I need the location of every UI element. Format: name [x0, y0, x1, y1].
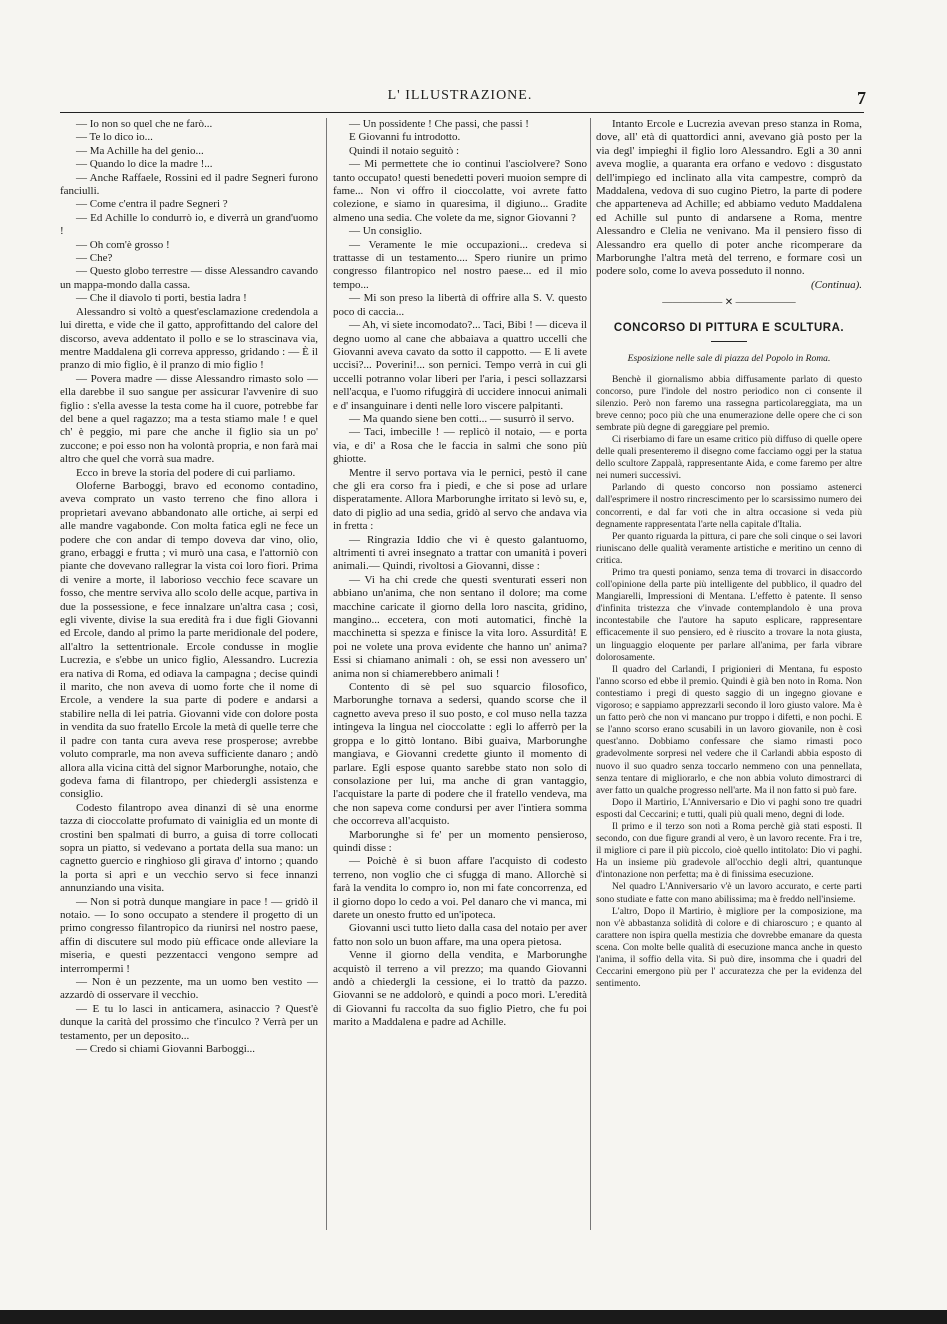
- header-rule: [60, 112, 864, 113]
- story-conclusion: [596, 118, 862, 279]
- paragraph: — E tu lo lasci in anticamera, asinaccio ? Quest'è dunque la carità del prossimo che t'inculco ? Verrà per un testamento, per un deposito...: [60, 1002, 318, 1042]
- continua-note: (Continua).: [810, 278, 862, 291]
- paragraph: — Io non so quel che ne farò...: [76, 118, 213, 130]
- paragraph: Oloferne Barboggi, bravo ed economo contadino, aveva comprato un vasto terreno che fino allora i proprietari avevano abbandonato alle ortiche, ai serpi ed alle mandre vagabonde. Con molta fatica egli ne fece un podere che con andar di tempo doveva dar vino, olio, grano, erbaggi e frutta ; vi murò una casa, e l'attorniò con piante che dovevano rallegrar la vista coi loro fiori. Prima di venire a morte, il laborioso vecchio fece scavare un fosso, che mentre serviva allo scolo delle acque, partiva in due la possessione, e fece innalzare un'altra casa ; così, egli vivente, divise la sua eredità fra i due figli Giovanni ed Ercole, dando al primo la parte meridionale del podere, all'altro la settentrionale. Ercole condusse in moglie Lucrezia, e s'ebbe un unico figlio, Alessandro. Lucrezia era nativa di Roma, ed odiava la campagna ; decise quindi il marito, che non aveva di uomo forte che il nome di Ercole, a vendere la sua parte di podere e andarsi a stabilire nella di lei patria. Giovanni vide con dolore posta in vendita da suo fratello Ercole la metà di quelle terre che il padre con tanta cura aveva rese prosperose; avrebbe voluto comprarle, ma non aveva sufficiente danaro ; andò allora alla vicina città del signor Marborunghe, notaio, che godeva fama di filantropo, per chiedergli assistenza e consiglio.: [60, 479, 318, 801]
- paragraph: Intanto Ercole e Lucrezia avevan preso stanza in Roma, dove, all' età di quattordici anni, avevano già posto per la via degl' impieghi il figlio loro Alessandro. Egli a 30 anni aveva moglie, a quaranta era orfano e vedovo : disgustato dell'impiego ed inclinato alla vita campestre, comprò da Maddalena, vedova di suo cugino Pietro, la parte di podere che apparteneva ad Achille; ed abbiamo veduto Maddalena ed Achille sul punto di andarsene a Roma, mentre Alessandro e Clelia ne venivano. Ma il pensiero fisso di Alessandro era quello di poter anche ricomperare da Marborunghe l'altra metà del terreno, e formare così un podere solo, come lo aveva posseduto il nonno.: [596, 118, 862, 278]
- article-paragraph: Dopo il Martirio, L'Anniversario e Dio vi paghi sono tre quadri esposti dal Ceccarini; e tutti, quali più quali meno, degni di lode.: [596, 796, 862, 820]
- paragraph: Ecco in breve la storia del podere di cui parliamo.: [76, 466, 296, 479]
- page-bottom-edge: [0, 1310, 947, 1324]
- article-paragraph: Il primo e il terzo son notì a Roma perchè già stati esposti. Il secondo, con due figure grandi al vero, è un lavoro recente. Fra i tre, il migliore ci pare il più piccolo, cioè quello intitolato: Dio vi paghi. Ha un insieme più gradevole all'occhio degli altri, quantunque d'intonazione non perfetta; ma è di finissima esecuzione.: [596, 820, 862, 881]
- paragraph: — Taci, imbecille ! — replicò il notaio, — e porta via, e di' a Rosa che le faccia in salmì che sono più ghiotte.: [333, 426, 587, 466]
- paragraph: Quindi il notaio seguitò :: [349, 144, 459, 157]
- paragraph: — Anche Raffaele, Rossini ed il padre Segneri furono fanciulli.: [60, 171, 318, 198]
- article-paragraph: L'altro, Dopo il Martirio, è migliore per la composizione, ma non v'è abbastanza solidità di colore e di chiaroscuro ; e quanto al carattere non ispira quella mestizia che dovrebbe emanare da questa scena. Con molte belle qualità di esecuzione manca anche in questo l'anima, il soffio della vita. Si può dire, insomma che i quadri del Ceccarini emergono più per l' accuratezza che per la evidenza del sentimento.: [596, 905, 862, 990]
- paragraph: — Un possidente ! Che passi, che passi !: [349, 118, 529, 130]
- article-paragraph: Primo tra questi poniamo, senza tema di trovarci in disaccordo coll'opinione della parte più intelligente del pubblico, il quadro del Mangiarelli, Impressioni di Mentana. L'effetto è patente. Il senso d'infinita tristezza che v'invade contemplandolo è una prova incontestabile che l'autore ha saputo esplicare, rappresentare efficacemente il suo pensiero, ed è riuscito a trovare la nota giusta, un linguaggio eloquente per parlare all'anima, per farla vibrare dolorosamente.: [596, 567, 862, 663]
- paragraph: Codesto filantropo avea dinanzi di sè una enorme tazza di cioccolatte profumato di vainiglia ed un monte di crostini ben spalmati di burro, a guisa di torre collocati sopra un piatto, si vedevano a portata della sua mano: un cagnetto guercio e ringhioso gli girava d' intorno ; quando la porta si aprì e un vecchio servo si fece innanzi annunziando una visita.: [60, 801, 318, 895]
- paragraph: — Questo globo terrestre — disse Alessandro cavando un mappa-mondo dalla cassa.: [60, 265, 318, 291]
- article-subtitle: Esposizione nelle sale di piazza del Popolo in Roma.: [627, 353, 831, 365]
- paragraph: Contento di sè pel suo squarcio filosofico, Marborunghe tornava a sedersi, quando scorse che il cagnetto aveva preso il suo posto, e col muso nella tazza intingeva la lingua nel cioccolatte : egli lo afferrò per la groppa e lo gittò lontano. Bibi guaiva, Marborunghe mangiava, e Giovanni credette giunto il momento di parlare. Egli espose quanto sarebbe stato non solo di consolazione per lui, ma anche di gran vantaggio, l'acquistare la parte di podere che il fratello vendeva, ma che non sapeva come condursi per aver l'intiera somma che occorreva all'acquisto.: [333, 681, 587, 828]
- paragraph: Mentre il servo portava via le pernici, pestò il cane che gli era corso fra i piedi, e che si pose ad urlare disperatamente. Allora Marborunghe irritato si levò su, e, dato di piglio ad una sedia, gridò al servo che andava via in fretta :: [333, 466, 587, 533]
- paragraph: — Credo si chiami Giovanni Barboggi...: [76, 1043, 256, 1056]
- paragraph: — Ed Achille lo condurrò io, e diverrà un grand'uomo !: [60, 211, 318, 238]
- column-divider: [326, 118, 327, 1230]
- article-paragraph: Parlando di questo concorso non possiamo astenerci dall'esprimere il nostro rincrescimento per lo scarsissimo numero dei concorrenti, e dal far voti che in altra occasione si veda più degnamente rappresentata l'arte nella capitale d'Italia.: [596, 482, 862, 530]
- paragraph: — Non si potrà dunque mangiare in pace ! — gridò il notaio. — Io sono occupato a stendere il progetto di un primo congresso filantropico da riunirsi nel nostro paese, affin di discutere sul modo più efficace onde alleviare la miseria, e questi pezzentacci vengono sempre ad interrompermi !: [60, 895, 318, 975]
- paragraph: — Povera madre — disse Alessandro rimasto solo — ella darebbe il suo sangue per assicurar l'avvenire di suo figlio : s'ella avesse la testa come ha il cuore, potrebbe far del bene a quel ragazzo; ma a testa stiamo male ! e quel ch' è peggio, mi pare che anche il figlio sia un po' zuccone; e poi esso non ha volontà propria, e non farà mai altro che quel che vorrà sua madre.: [60, 372, 318, 466]
- article-paragraph: Per quanto riguarda la pittura, ci pare che soli cinque o sei lavori riuniscano delle qualità veramente artistiche e meritino un cenno di critica.: [596, 530, 862, 566]
- title-rule: [711, 341, 747, 342]
- page-number: 7: [857, 88, 866, 108]
- column-divider: [590, 118, 591, 1230]
- paragraph: — Come c'entra il padre Segneri ?: [76, 198, 228, 211]
- paragraph: — Non è un pezzente, ma un uomo ben vestito — azzardò di osservare il vecchio.: [60, 976, 318, 1002]
- column-right: [596, 118, 862, 1230]
- article-title: CONCORSO DI PITTURA E SCULTURA.: [613, 321, 845, 334]
- article-paragraph: Benchè il giornalismo abbia diffusamente parlato di questo concorso, pure l'indole del nostro periodico non ci consente il silenzio. Però non faremo una rassegna particolareggiata, ma un breve cenno; poco più che una enumerazione delle opere che ci son sembrate più degne di gareggiare pel premio.: [596, 373, 862, 433]
- paragraph: — Te lo dico io...: [76, 131, 153, 144]
- paragraph: Marborunghe si fe' per un momento pensieroso, quindi disse :: [333, 828, 587, 854]
- paragraph: — Ringrazia Iddio che vi è questo galantuomo, altrimenti ti avrei insegnato a trattar con umanità i poveri animali.— Quindi, rivoltosi a Giovanni, disse :: [333, 533, 587, 573]
- paragraph: — Che?: [76, 252, 113, 265]
- paragraph: — Che il diavolo ti porti, bestia ladra !: [76, 292, 247, 305]
- paragraph: Giovanni uscì tutto lieto dalla casa del notaio per aver fatto non solo un buon affare, ma una opera pietosa.: [333, 922, 587, 948]
- page-header: [60, 88, 866, 112]
- paragraph: — Ma Achille ha del genio...: [76, 144, 204, 157]
- column-middle: [333, 118, 587, 1230]
- column-left: [60, 118, 318, 1230]
- paragraph: — Quando lo dice la madre !...: [76, 158, 213, 171]
- paragraph: — Mi permettete che io continui l'asciolvere? Sono tanto occupato! questi benedetti poveri muoion sempre di fame... Non vi offro il cioccolatte, voi avrete fatto colezione, e siamo in quaresima, il digiuno... Gradite almeno una sedia. Che volete da me, signor Giovanni ?: [333, 158, 587, 224]
- article-body: [596, 374, 862, 991]
- paragraph: — Poichè è sì buon affare l'acquisto di codesto terreno, non voglio che ci sfugga di mano. Allorchè si farà la vendita lo compro io, non mi fate concorrenza, ed il giorno dopo lo cedo a voi. Pel danaro che vi manca, mi darete un onesto frutto ed un'ipoteca.: [333, 855, 587, 921]
- paragraph: — Oh com'è grosso !: [76, 238, 170, 251]
- article-paragraph: Il quadro del Carlandi, I prigionieri di Mentana, fu esposto l'anno scorso ed ebbe il premio. Quindi è già ben noto in Roma. Non contestiamo i pregi di questo saggio di un ingegno giovane e vigoroso; e sappiamo apprezzarli secondo il loro giusto valore. Ma è un fatto però che non vi mancano pur troppo i difetti, e non pochi. E se l'anno scorso erano scusabili in un lavoro giovanile, non è così quest'anno. Dobbiamo confessare che siamo rimasti poco gradevolmente sorpresi nel vedere che il Carlandi abbia esposto di nuovo il suo quadro senza toccarlo nemmeno con una pennellata, senza tentare di migliorarlo, e che non abbia voluto dimostrarci di aver fatto un qualche progresso nell'arte. Ma il non fatto si può fare.: [596, 663, 862, 796]
- paragraph: Alessandro si voltò a quest'esclamazione credendola a lui diretta, e vide che il gatto, approfittando del calore del discorso, aveva addentato il pollo e se lo strascinava via, mentre Maddalena gli correva appresso, gridando : — È il pranzo di mio figlio, è il pranzo di mio figlio !: [60, 305, 318, 372]
- paragraph: — Un consiglio.: [349, 225, 423, 238]
- paragraph: E Giovanni fu introdotto.: [349, 131, 461, 144]
- article-paragraph: Nel quadro L'Anniversario v'è un lavoro accurato, e certe parti sono studiate e fatte con mano abilissima; ma è freddo nell'insieme.: [596, 881, 862, 905]
- paragraph: — Ma quando siene ben cotti... — susurrò il servo.: [349, 412, 575, 425]
- paragraph: — Mi son preso la libertà di offrire alla S. V. questo poco di caccia...: [333, 292, 587, 318]
- paragraph: — Vi ha chi crede che questi sventurati esseri non abbiano un'anima, che non sentano il dolore; ma come macchine caricate il giorno della loro nascita, gridino, mangino... eccetera, con moti automatici, finchè la macchinetta si spezza e finisce la vita loro. Assurdità! E poi ne volete una prova evidente che hanno un' anima? Essi si chiamano animali : oh, se essi non avessero un' anima non si chiamerebbero animali !: [333, 573, 587, 680]
- paragraph: Venne il giorno della vendita, e Marborunghe acquistò il terreno a vil prezzo; ma quando Giovanni andò a chiedergli la cessione, ei lo trattò da pazzo. Giovanni se ne addolorò, e quindi a poco morì. L'eredità di Giovanni fu raccolta da suo figlio Pietro, che fu poi marito a Maddalena e padre ad Achille.: [333, 949, 587, 1029]
- paragraph: — Veramente le mie occupazioni... credeva si trattasse di un testamento.... Spero riunire un primo congresso filantropico nel nostro paese... ed il mio tempo...: [333, 238, 587, 291]
- paragraph: — Ah, vi siete incomodato?... Taci, Bibi ! — diceva il degno uomo al cane che abbaiava a quattro uccelli che Giovanni aveva cavato da sotto il cappotto. — E li avete uccisi?... Poverini!... son pernici. Tempo verrà in cui gli uccelli potranno volar liberi per l'aria, i pesci sollazzarsi nell'acqua, e l'uomo rifuggirà di uccidere innocui animali e d' insanguinare i denti nelle loro viscere palpitanti.: [333, 319, 587, 412]
- article-paragraph: Ci riserbiamo di fare un esame critico più diffuso di quelle opere delle quali presenteremo il disegno come facciamo oggi per la statua dello scultore Zappalà, rappresentante Aida, e come faremo per altre nei numeri successivi.: [596, 433, 862, 482]
- running-head: L' ILLUSTRAZIONE.: [387, 88, 533, 103]
- section-break: —————— ✕ ——————: [662, 297, 796, 309]
